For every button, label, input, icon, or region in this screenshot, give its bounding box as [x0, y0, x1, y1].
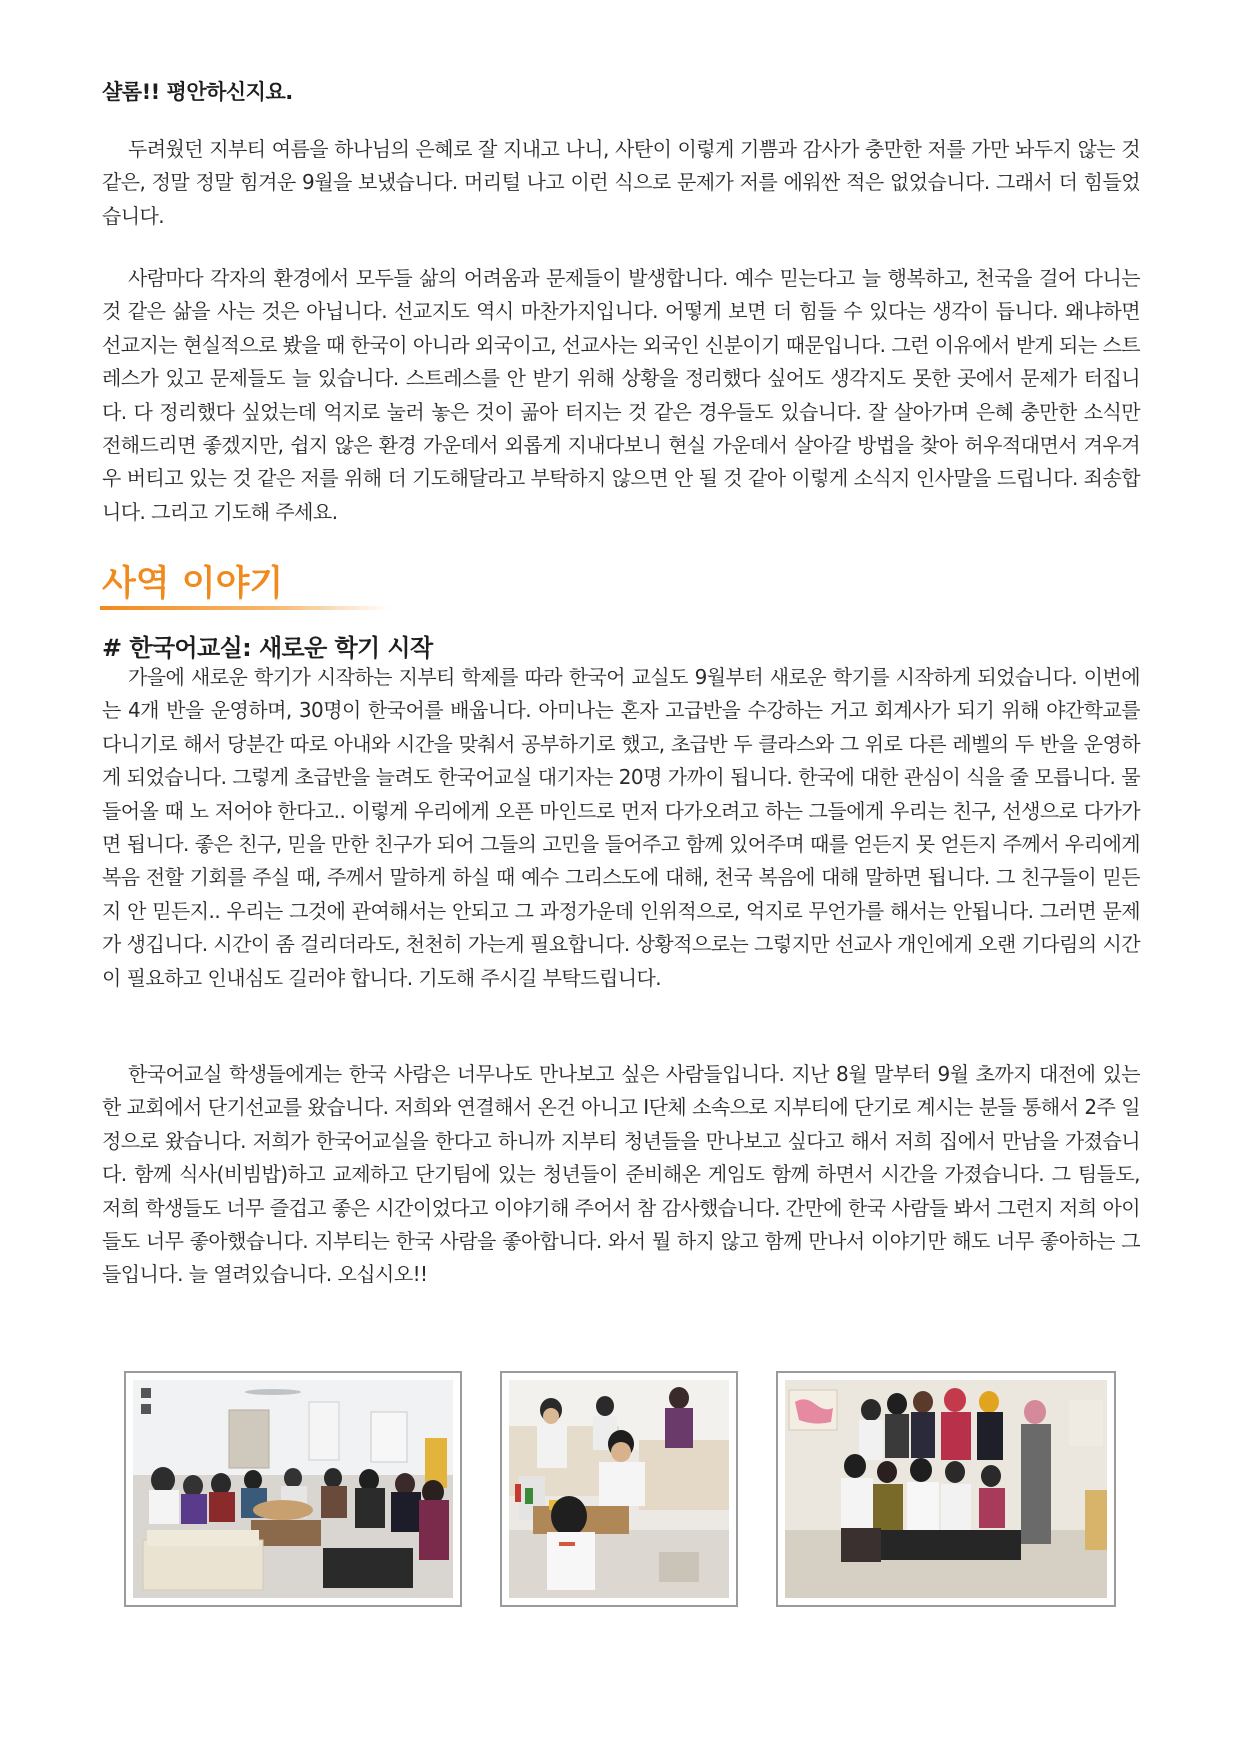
group-picture-image — [785, 1380, 1107, 1598]
intro-paragraph: 두려웠던 지부티 여름을 하나님의 은혜로 잘 지내고 나니, 사탄이 이렇게 기쁨과 감사가 충만한 저를 가만 놔두지 않는 것 같은, 정말 정말 힘겨운 9월을 보냈습니다. 머리털 나고 이런 식으로 문제가 저를 에워싼 적은 없었습니다. 그래서 더 힘들었습니다. — [102, 137, 1140, 228]
short-term-mission-paragraph: 한국어교실 학생들에게는 한국 사람은 너무나도 만나보고 싶은 사람들입니다. 지난 8월 말부터 9월 초까지 대전에 있는 한 교회에서 단기선교를 왔습니다. 저희와 연결해서 온건 아니고 I단체 소속으로 지부티에 단기로 계시는 분들 통해서 2주 일정으로 왔습니다. 저희가 한국어교실을 한다고 하니까 지부티 청년들을 만나보고 싶다고 해서 저희 집에서 만남을 가졌습니다. 함께 식사(비빔밥)하고 교제하고 단기팀에 있는 청년들이 준비해온 게임도 함께 하면서 시간을 가졌습니다. 그 팀들도, 저희 학생들도 너무 즐겁고 좋은 시간이었다고 이야기해 주어서 참 감사했습니다. 간만에 한국 사람들 봐서 그런지 저희 아이들도 너무 좋아했습니다. 지부티는 한국 사람을 좋아합니다. 와서 뭘 하지 않고 함께 만나서 이야기만 해도 너무 좋아하는 그들입니다. 늘 열려있습니다. 오십시오!! — [102, 1062, 1140, 1287]
section-title-underline — [100, 606, 390, 610]
subsection-title: # 한국어교실: 새로운 학기 시작 — [102, 634, 433, 662]
photo-group-picture — [776, 1371, 1116, 1607]
students-game-image — [509, 1380, 729, 1598]
photo-classroom-gathering — [124, 1371, 462, 1607]
section-title: 사역 이야기 — [102, 564, 284, 604]
classroom-gathering-image — [133, 1380, 453, 1598]
korean-class-paragraph: 가을에 새로운 학기가 시작하는 지부티 학제를 따라 한국어 교실도 9월부터 새로운 학기를 시작하게 되었습니다. 이번에는 4개 반을 운영하며, 30명이 한국어를 배웁니다. 아미나는 혼자 고급반을 수강하는 거고 회계사가 되기 위해 야간학교를 다니기로 해서 당분간 따로 아내와 시간을 맞춰서 공부하기로 했고, 초급반 두 클라스와 그 위로 다른 레벨의 두 반을 운영하게 되었습니다. 그렇게 초급반을 늘려도 한국어교실 대기자는 20명 가까이 됩니다. 한국에 대한 관심이 식을 줄 모릅니다. 물 들어올 때 노 저어야 한다고.. 이렇게 우리에게 오픈 마인드로 먼저 다가오려고 하는 그들에게 우리는 친구, 선생으로 다가가면 됩니다. 좋은 친구, 믿을 만한 친구가 되어 그들의 고민을 들어주고 함께 있어주며 때를 얻든지 못 얻든지 주께서 우리에게 복음 전할 기회를 주실 때, 주께서 말하게 하실 때 예수 그리스도에 대해, 천국 복음에 대해 말하면 됩니다. 그 친구들이 믿든지 안 믿든지.. 우리는 그것에 관여해서는 안되고 그 과정가운데 인위적으로, 억지로 무언가를 해서는 안됩니다. 그러면 문제가 생깁니다. 시간이 좀 걸리더라도, 천천히 가는게 필요합니다. 상황적으로는 그렇지만 선교사 개인에게 오랜 기다림의 시간이 필요하고 인내심도 길러야 합니다. 기도해 주시길 부탁드립니다. — [102, 665, 1140, 990]
greeting-heading: 샬롬!! 평안하신지요. — [102, 80, 293, 104]
photo-students-game — [500, 1371, 738, 1607]
reflection-paragraph: 사람마다 각자의 환경에서 모두들 삶의 어려움과 문제들이 발생합니다. 예수 믿는다고 늘 행복하고, 천국을 걸어 다니는 것 같은 삶을 사는 것은 아닙니다. 선교지도 역시 마찬가지입니다. 어떻게 보면 더 힘들 수 있다는 생각이 듭니다. 왜냐하면 선교지는 현실적으로 봤을 때 한국이 아니라 외국이고, 선교사는 외국인 신분이기 때문입니다. 그런 이유에서 받게 되는 스트레스가 있고 문제들도 늘 있습니다. 스트레스를 안 받기 위해 상황을 정리했다 싶어도 생각지도 못한 곳에서 문제가 터집니다. 다 정리했다 싶었는데 억지로 눌러 놓은 것이 곪아 터지는 것 같은 경우들도 있습니다. 잘 살아가며 은혜 충만한 소식만 전해드리면 좋겠지만, 쉽지 않은 환경 가운데서 외롭게 지내다보니 현실 가운데서 살아갈 방법을 찾아 허우적대면서 겨우겨우 버티고 있는 것 같은 저를 위해 더 기도해달라고 부탁하지 않으면 안 될 것 같아 이렇게 소식지 인사말을 드립니다. 죄송합니다. 그리고 기도해 주세요. — [102, 266, 1140, 524]
